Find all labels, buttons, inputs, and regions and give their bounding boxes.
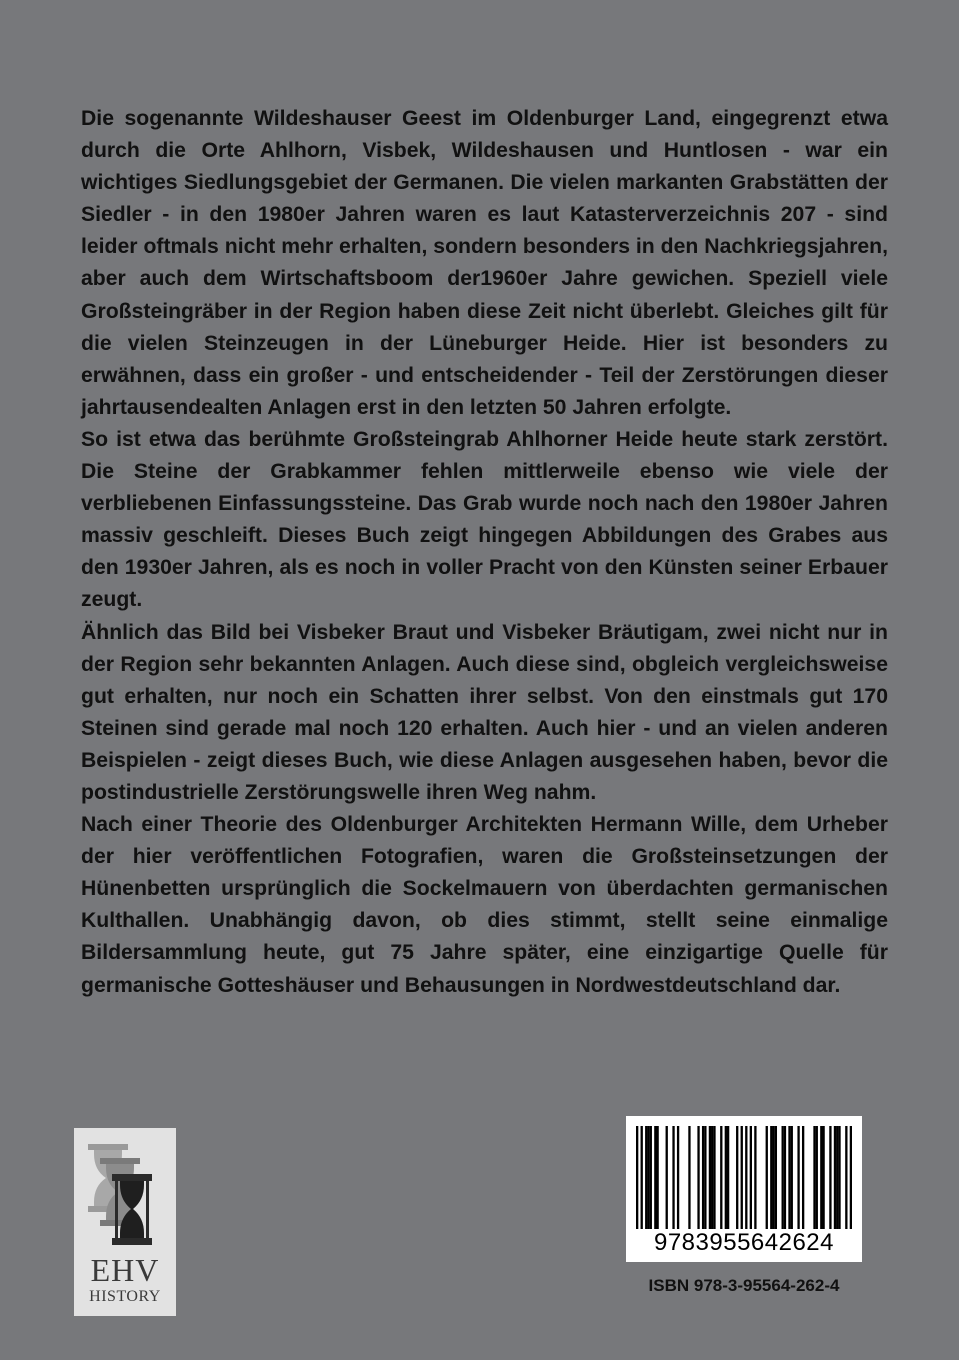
barcode-bar xyxy=(725,1126,727,1229)
barcode-bar xyxy=(711,1126,713,1229)
isbn-label: ISBN 978-3-95564-262-4 xyxy=(648,1276,840,1295)
blurb-paragraph: So ist etwa das berühmte Großsteingrab Ahlhorner Heide heute stark zerstört. Die Steine der Grabkammer fehlen mittlerweile ebenso wie viele der verbliebenen Einfassungssteine. Das Grab wurde noch nach den 1980er Jahren massiv geschleift. Dieses Buch zeigt hingegen Abbildungen des Grabes aus den 1930er Jahren, als es noch in voller Pracht von den Künsten seiner Erbauer zeugt. xyxy=(81,427,888,612)
barcode-bar xyxy=(829,1126,831,1229)
barcode-bar xyxy=(754,1126,756,1229)
barcode-bar xyxy=(836,1126,838,1229)
barcode-bar xyxy=(672,1126,674,1229)
blurb-paragraph: Ähnlich das Bild bei Visbeker Braut und Visbeker Bräutigam, zwei nicht nur in der Region sehr bekannten Anlagen. Auch diese sind, obgleich vergleichsweise gut erhalten, nur noch ein Schatten ihrer selbst. Von den einstmals gut 170 Steinen sind gerade mal noch 120 erhalten. Auch hier - und an vielen anderen Beispielen - zeigt dieses Buch, wie diese Anlagen ausgesehen haben, bevor die postindustrielle Zerstörungswelle ihren Weg nahm. xyxy=(81,620,888,804)
back-cover-blurb xyxy=(81,103,888,1002)
publisher-logo xyxy=(74,1128,176,1316)
barcode-bar xyxy=(820,1126,822,1229)
barcode-bar xyxy=(647,1126,649,1229)
barcode-bar xyxy=(720,1126,722,1229)
barcode-bar xyxy=(641,1126,643,1229)
barcode-bar xyxy=(766,1126,768,1229)
barcode-bar xyxy=(784,1126,786,1229)
blurb-paragraph: Nach einer Theorie des Oldenburger Architekten Hermann Wille, dem Urheber der hier veröffentlichen Fotografien, waren die Großsteinsetzungen der Hünenbetten ursprünglich die Sockelmauern von überdachten germanischen Kulthallen. Unabhängig davon, ob dies stimmt, stellt seine einmalige Bildersammlung heute, gut 75 Jahre später, eine einzigartige Quelle für germanische Gotteshäuser und Behausungen in Nordwestdeutschland dar. xyxy=(81,813,888,997)
barcode-digits: 9783955642624 xyxy=(653,1229,835,1256)
barcode xyxy=(626,1116,862,1262)
barcode-bar xyxy=(788,1126,790,1229)
barcode-bar xyxy=(650,1126,652,1229)
publisher-name: EHV xyxy=(90,1252,160,1288)
barcode-bar xyxy=(816,1126,818,1229)
barcode-bar xyxy=(813,1126,815,1229)
barcode-bar xyxy=(727,1126,729,1229)
barcode-bar xyxy=(791,1126,793,1229)
barcode-bar xyxy=(802,1126,804,1229)
barcode-bar xyxy=(822,1126,824,1229)
hourglass-icon xyxy=(84,1140,166,1248)
barcode-bar xyxy=(697,1126,699,1229)
barcode-bar xyxy=(704,1126,706,1229)
barcode-bar xyxy=(656,1126,658,1229)
barcode-bar xyxy=(838,1126,840,1229)
barcode-bar xyxy=(782,1126,784,1229)
barcode-bar xyxy=(772,1126,774,1229)
barcode-bar xyxy=(850,1126,852,1229)
barcode-bar xyxy=(750,1126,752,1229)
barcode-bar xyxy=(666,1126,668,1229)
blurb-paragraph: Die sogenannte Wildeshauser Geest im Oldenburger Land, eingegrenzt etwa durch die Orte Ahlhorn, Visbek, Wildeshausen und Huntlosen - war ein wichtiges Siedlungsgebiet der Germanen. Die vielen markanten Grabstätten der Siedler - in den 1980er Jahren waren es laut Katasterverzeichnis 207 - sind leider oftmals nicht mehr erhalten, sondern besonders in den Nachkriegsjahren, aber auch dem Wirtschaftsboom der1960er Jahre gewichen. Speziell viele Großsteingräber in der Region haben diese Zeit nicht überlebt. Gleiches gilt für die vielen Steinzeugen in der Lüneburger Heide. Hier ist besonders zu erwähnen, dass ein großer - und entscheidender - Teil der Zerstörungen dieser jahrtausendealten Anlagen erst in den letzten 50 Jahren erfolgte. xyxy=(81,107,888,419)
barcode-bar xyxy=(741,1126,743,1229)
barcode-bar xyxy=(770,1126,772,1229)
barcode-bar xyxy=(702,1126,704,1229)
barcode-bar xyxy=(797,1126,799,1229)
barcode-bar xyxy=(775,1126,777,1229)
barcode-bar xyxy=(645,1126,647,1229)
barcode-bar xyxy=(709,1126,711,1229)
barcode-bar xyxy=(688,1126,690,1229)
publisher-imprint: HISTORY xyxy=(89,1288,161,1305)
barcode-bar xyxy=(736,1126,738,1229)
barcode-bar xyxy=(845,1126,847,1229)
barcode-bar xyxy=(745,1126,747,1229)
barcode-bar xyxy=(713,1126,715,1229)
barcode-bar xyxy=(636,1126,638,1229)
barcode-bar xyxy=(654,1126,656,1229)
barcode-bars xyxy=(636,1126,852,1229)
barcode-bar xyxy=(677,1126,679,1229)
barcode-bar xyxy=(834,1126,836,1229)
